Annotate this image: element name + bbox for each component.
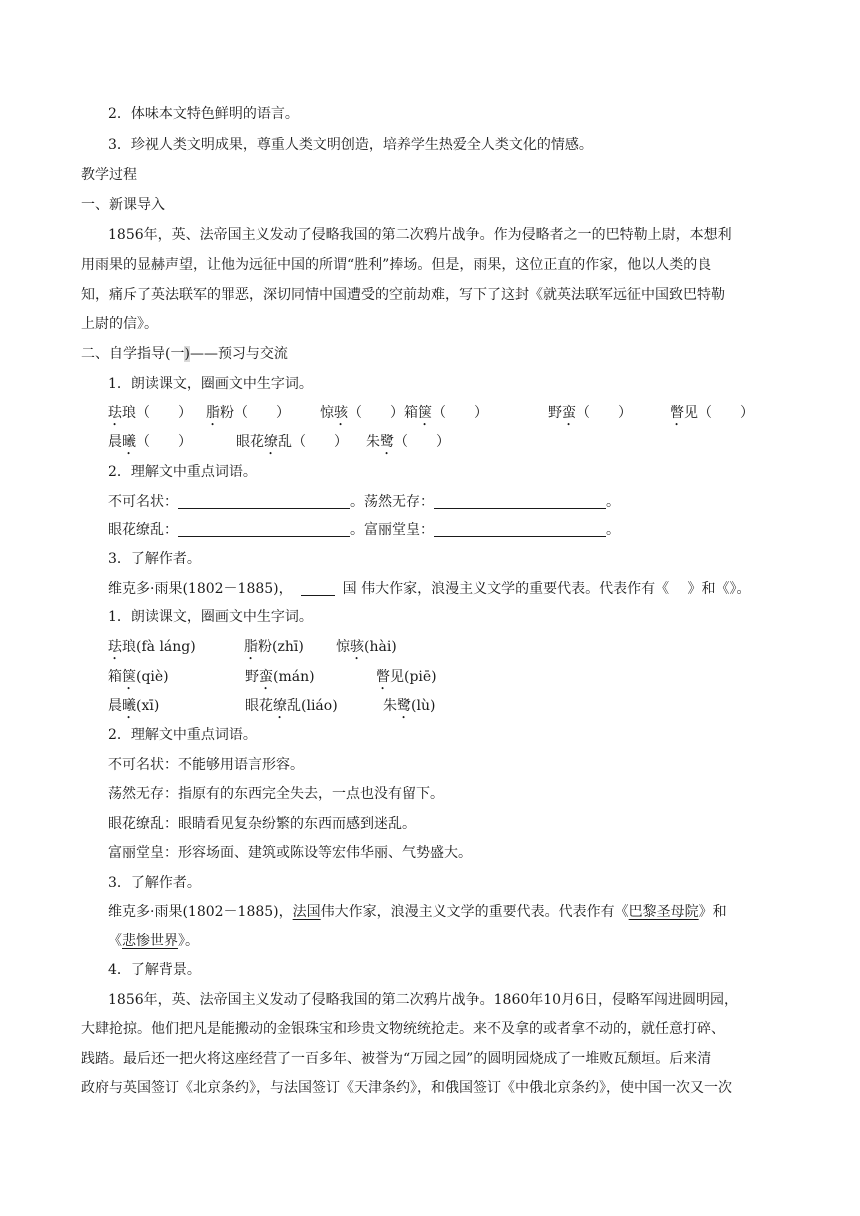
exercise-3-prompt: 3．了解作者。 [108,551,201,567]
highlighted-paren: ) [184,346,190,362]
background-paragraph-line: 1856年，英、法帝国主义发动了侵略我国的第二次鸦片战争。1860年10月6日，侵略军闯进圆明园， [108,992,738,1008]
answer-blank [301,581,335,596]
underlined-work: 悲惨世界 [122,933,178,949]
vocab-item: 箱箧（ ） [404,405,488,421]
intro-paragraph-line: 知，痛斥了英法联军的罪恶，深切同情中国遭受的空前劫难，写下了这封《就英法联军远征中国致巴特勒 [81,287,725,303]
underlined-country: 法国 [292,904,321,920]
answer-4-heading: 4．了解背景。 [108,962,201,978]
vocab-item: 野蛮（ ） [548,405,632,421]
objective-2: 2．体味本文特色鲜明的语言。 [108,106,299,122]
vocab-answer: 珐琅(fà láng) [108,639,196,655]
vocab-answer: 惊骇(hài) [336,639,397,655]
vocab-item: 瞥见（ ） [670,405,754,421]
answer-blank [178,522,350,537]
process-heading: 教学过程 [81,167,137,183]
vocab-answer: 眼花缭乱(liáo) [245,698,338,714]
definition-line: 荡然无存：指原有的东西完全失去，一点也没有留下。 [108,786,444,802]
definition-line: 不可名状：不能够用语言形容。 [108,757,304,773]
vocab-answer: 朱鹭(lù) [383,698,436,714]
vocab-item: 珐琅（ ） [108,405,192,421]
section-1-title: 一、新课导入 [81,197,165,213]
vocab-item: 朱鹭（ ） [366,434,450,450]
background-paragraph-line: 大肆抢掠。他们把凡是能搬动的金银珠宝和珍贵文物统统抢走。来不及拿的或者拿不动的，就任意打碎、 [81,1021,725,1037]
intro-paragraph-line: 1856年，英、法帝国主义发动了侵略我国的第二次鸦片战争。作为侵略者之一的巴特勒上尉，本想利 [108,227,732,243]
author-answer-line: 维克多·雨果(1802－1885)，法国伟大作家，浪漫主义文学的重要代表。代表作有《巴黎圣母院》和 [108,904,727,920]
vocab-answer: 野蛮(mán) [245,669,315,685]
underlined-work: 巴黎圣母院 [628,904,699,920]
answer-1-heading: 1．朗读课文，圈画文中生字词。 [108,609,313,625]
definition-line: 眼花缭乱：眼睛看见复杂纷繁的东西而感到迷乱。 [108,816,416,832]
definition-line: 富丽堂皇：形容场面、建筑或陈设等宏伟华丽、气势盛大。 [108,845,472,861]
term-blank-row: 眼花缭乱： 。富丽堂皇： 。 [108,522,620,538]
term-blank-row: 不可名状： 。荡然无存： 。 [108,494,620,510]
vocab-answer: 晨曦(xī) [108,698,160,714]
vocab-item: 晨曦（ ） [108,434,192,450]
vocab-answer: 箱箧(qiè) [108,669,169,685]
intro-paragraph-line: 上尉的信》。 [81,316,158,332]
vocab-answer: 瞥见(piē) [376,669,437,685]
vocab-answer: 脂粉(zhī) [244,639,304,655]
exercise-2-prompt: 2．理解文中重点词语。 [108,464,257,480]
background-paragraph-line: 践踏。最后还一把火将这座经营了一百多年、被誉为“万园之园”的圆明园烧成了一堆败瓦颓垣。后来清 [81,1051,712,1067]
vocab-item: 惊骇（ ） [320,405,404,421]
answer-blank [178,494,350,509]
section-2-title: 二、自学指导(一)——预习与交流 [81,346,288,362]
exercise-1-prompt: 1．朗读课文，圈画文中生字词。 [108,376,313,392]
author-answer-line: 《悲惨世界》。 [108,933,199,949]
answer-blank [434,494,606,509]
answer-2-heading: 2．理解文中重点词语。 [108,727,257,743]
intro-paragraph-line: 用雨果的显赫声望，让他为远征中国的所谓“胜利”捧场。但是，雨果，这位正直的作家，他以人类的良 [81,257,712,273]
author-blank-line: 维克多·雨果(1802－1885)， 国 伟大作家，浪漫主义文学的重要代表。代表作有《 》和《》。 [108,581,751,597]
answer-3-heading: 3．了解作者。 [108,875,201,891]
background-paragraph-line: 政府与英国签订《北京条约》，与法国签订《天津条约》，和俄国签订《中俄北京条约》，使中国一次又一次 [81,1080,732,1096]
vocab-item: 眼花缭乱（ ） [236,434,348,450]
vocab-item: 脂粉（ ） [206,405,290,421]
objective-3: 3．珍视人类文明成果，尊重人类文明创造，培养学生热爱全人类文化的情感。 [108,137,593,153]
answer-blank [434,522,606,537]
